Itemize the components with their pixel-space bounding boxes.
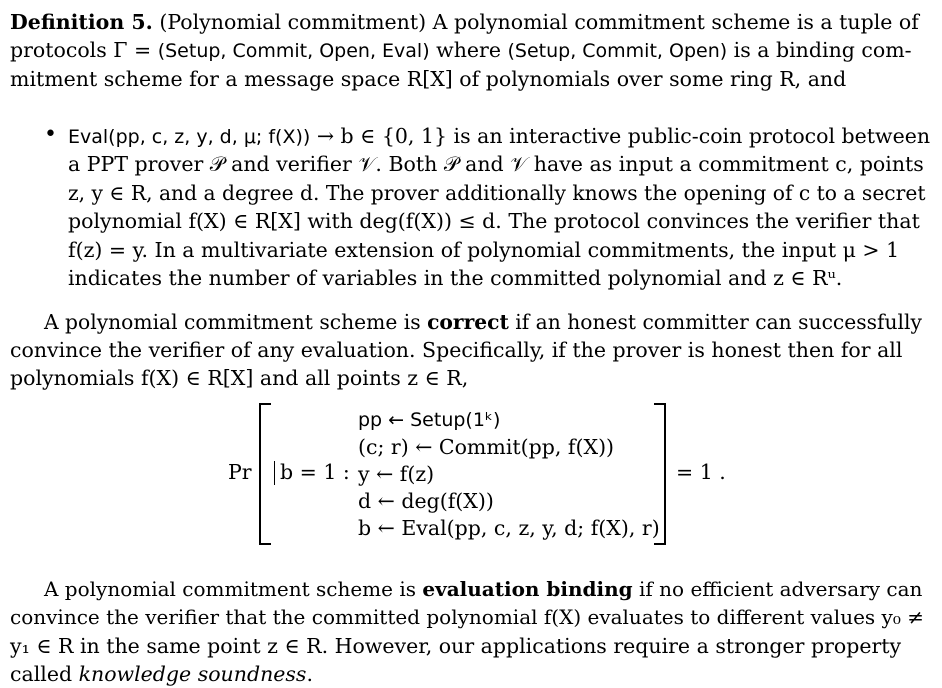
bullet-line-3: z, y ∈ R, and a degree d. The prover additionally knows the opening of c to a secret: [68, 181, 926, 205]
probability-equation: [10, 403, 932, 548]
binding-line-2: convince the verifier that the committed polynomial f(X) evaluates to different values y₀ ≠: [10, 605, 924, 629]
left-bracket: [259, 403, 271, 545]
correct-line-2: convince the verifier of any evaluation. Specifically, if the prover is honest then for all: [10, 338, 903, 362]
paragraph-text: A polynomial commitment scheme is: [44, 577, 423, 601]
definition-label: Definition 5.: [10, 10, 153, 34]
step-degree: d ← deg(f(X)): [358, 489, 494, 513]
step-eval-protocol: b ← Eval(pp, c, z, y, d; f(X), r): [358, 516, 660, 540]
binding-line-3: y₁ ∈ R in the same point z ∈ R. However, our applications require a stronger property: [10, 634, 902, 658]
bullet-line-4: polynomial f(X) ∈ R[X] with deg(f(X)) ≤ d. The protocol convinces the verifier that: [68, 209, 920, 233]
correct-line-3: polynomials f(X) ∈ R[X] and all points z ∈ R,: [10, 366, 469, 390]
paragraph-text: if an honest committer can successfully: [508, 310, 922, 334]
equation-result: = 1 .: [676, 460, 726, 484]
bullet-line-1: [68, 122, 932, 151]
protocol-tuple: (Setup, Commit, Open): [507, 40, 728, 62]
bullet-text: → b ∈ {0, 1} is an interactive public-coin protocol between: [310, 124, 931, 148]
protocol-tuple: (Setup, Commit, Open, Eval): [157, 40, 430, 62]
definition-line-3: mitment scheme for a message space R[X] of polynomials over some ring R, and: [10, 67, 847, 91]
definition-line-2: [10, 36, 932, 65]
definition-line-1: [10, 8, 932, 36]
right-bracket: [654, 403, 666, 545]
paragraph-text: .: [306, 662, 313, 686]
bullet-line-6: indicates the number of variables in the committed polynomial and z ∈ Rᵘ.: [68, 266, 843, 290]
binding-line-1: [10, 575, 932, 603]
correct-line-1: [10, 308, 932, 336]
bullet-line-2: a PPT prover 𝒫 and verifier 𝒱. Both 𝒫 and 𝒱 have as input a commitment c, points: [68, 152, 924, 176]
term-evaluation-binding: evaluation binding: [422, 577, 633, 601]
term-knowledge-soundness: knowledge soundness: [78, 662, 307, 686]
definition-text: protocols Γ =: [10, 38, 158, 62]
eval-signature: Eval(pp, c, z, y, d, μ; f(X)): [68, 126, 311, 148]
experiment-steps: [358, 407, 660, 542]
term-correct: correct: [427, 310, 509, 334]
paragraph-text: A polynomial commitment scheme is: [44, 310, 428, 334]
event-condition: b = 1 :: [280, 460, 350, 484]
step-evaluate: y ← f(z): [358, 462, 435, 486]
paragraph-text: called: [10, 662, 79, 686]
paragraph-text: if no efficient adversary can: [632, 577, 923, 601]
bullet-dot: •: [44, 122, 57, 147]
pr-operator: Pr: [228, 460, 252, 484]
step-setup: pp ← Setup(1ᵏ): [358, 409, 501, 431]
bullet-line-5: f(z) = y. In a multivariate extension of polynomial commitments, the input μ > 1: [68, 238, 900, 262]
definition-text: (Polynomial commitment) A polynomial commitment scheme is a tuple of: [159, 10, 919, 34]
definition-text: is a binding com-: [727, 38, 912, 62]
step-commit: (c; r) ← Commit(pp, f(X)): [358, 435, 615, 459]
definition-text: where: [429, 38, 508, 62]
condition-separator: [274, 461, 275, 485]
